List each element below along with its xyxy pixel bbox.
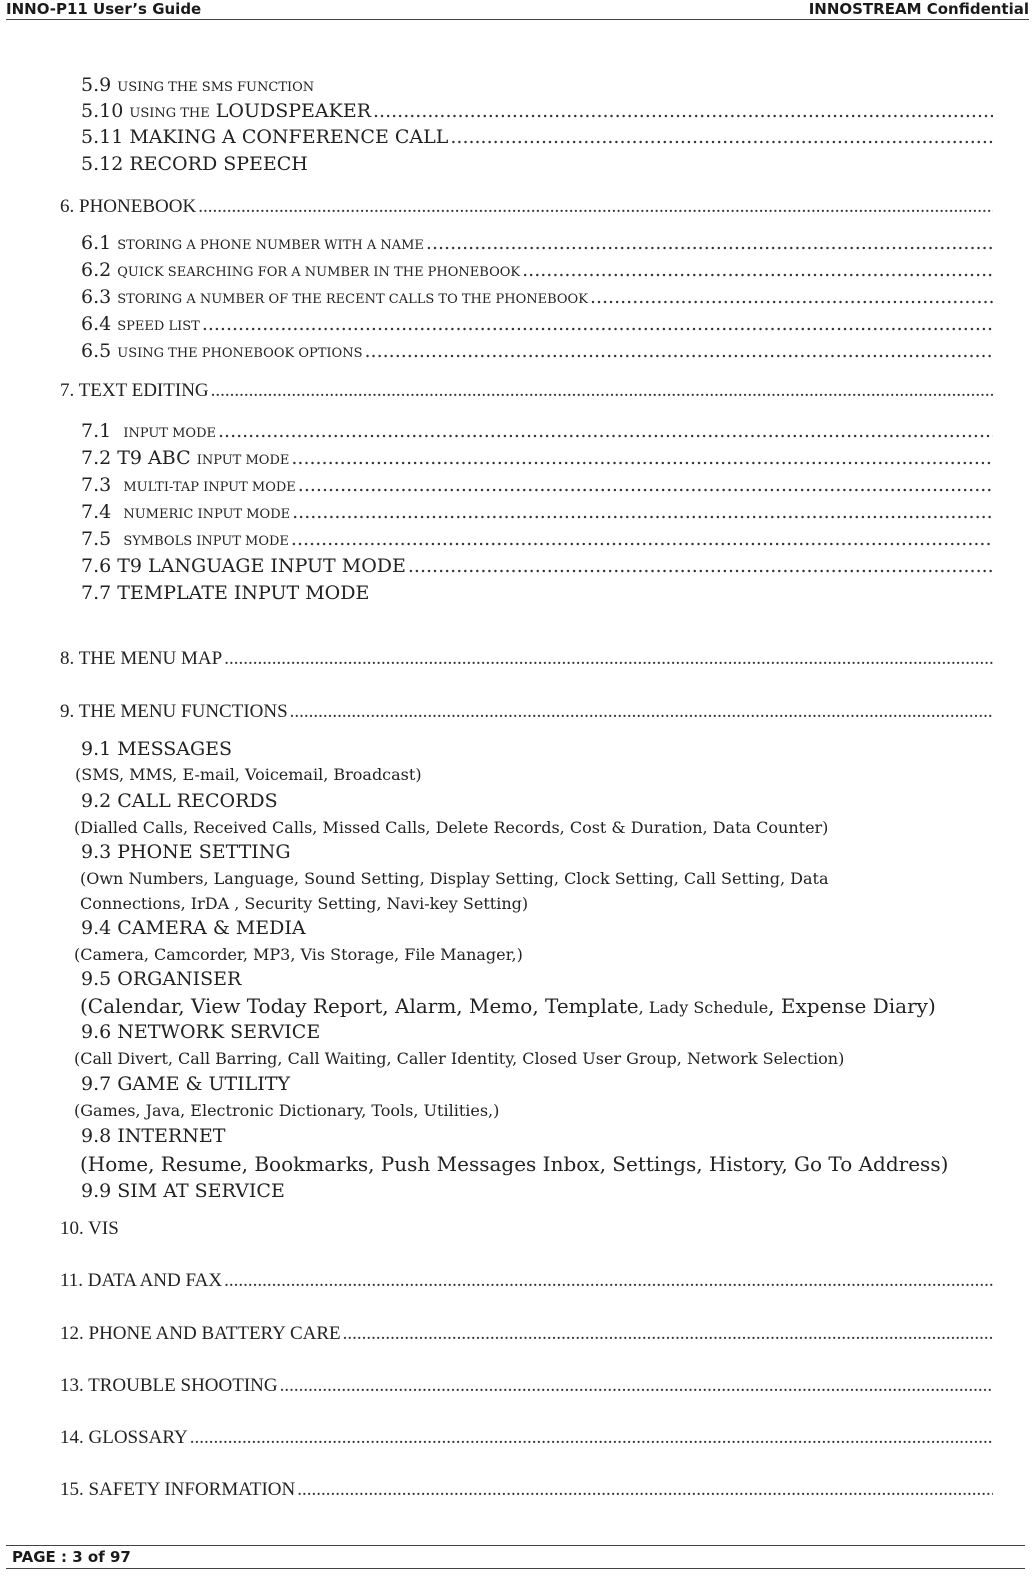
toc-desc-9-2: (Dialled Calls, Received Calls, Missed Calls, Delete Records, Cost & Duration, Data Counter) xyxy=(74,818,829,837)
toc-section-11[interactable]: 11. DATA AND FAX ..... xyxy=(60,1270,993,1292)
toc-entry-9-2[interactable]: 9.2 CALL RECORDS xyxy=(81,790,278,812)
toc-section-13[interactable]: 13. TROUBLE SHOOTING ..... xyxy=(60,1375,993,1397)
toc-entry-6-5[interactable]: 6.5 USING THE PHONEBOOK OPTIONS ..... xyxy=(81,340,993,362)
toc-entry-9-9[interactable]: 9.9 SIM AT SERVICE xyxy=(81,1180,285,1202)
toc-entry-6-3[interactable]: 6.3 STORING A NUMBER OF THE RECENT CALLS TO THE PHONEBOOK ..... xyxy=(81,286,993,308)
toc-section-6[interactable]: 6. PHONEBOOK ..... xyxy=(60,196,993,218)
toc-entry-7-6[interactable]: 7.6 T9 LANGUAGE INPUT MODE ..... xyxy=(81,555,993,577)
toc-entry-6-1[interactable]: 6.1 STORING A PHONE NUMBER WITH A NAME ..... xyxy=(81,232,993,254)
toc-section-14[interactable]: 14. GLOSSARY ..... xyxy=(60,1427,993,1449)
toc-entry-9-7[interactable]: 9.7 GAME & UTILITY xyxy=(81,1073,290,1095)
toc-desc-9-3b: Connections, IrDA , Security Setting, Navi-key Setting) xyxy=(80,894,529,913)
toc-entry-6-4[interactable]: 6.4 SPEED LIST ..... xyxy=(81,313,993,335)
toc-entry-9-6[interactable]: 9.6 NETWORK SERVICE xyxy=(81,1021,321,1043)
toc-desc-9-7: (Games, Java, Electronic Dictionary, Tools, Utilities,) xyxy=(74,1101,500,1120)
toc-section-7[interactable]: 7. TEXT EDITING ..... xyxy=(60,380,993,402)
toc-desc-9-3a: (Own Numbers, Language, Sound Setting, Display Setting, Clock Setting, Call Setting, Data xyxy=(80,869,829,888)
toc-desc-9-4: (Camera, Camcorder, MP3, Vis Storage, File Manager,) xyxy=(74,945,523,964)
toc-entry-9-1[interactable]: 9.1 MESSAGES xyxy=(81,738,233,760)
toc-entry-5-9[interactable]: 5.9 USING THE SMS FUNCTION xyxy=(81,74,315,96)
toc-section-12[interactable]: 12. PHONE AND BATTERY CARE ..... xyxy=(60,1323,993,1345)
toc-entry-7-1[interactable]: 7.1 INPUT MODE ..... xyxy=(81,420,993,442)
toc-section-15[interactable]: 15. SAFETY INFORMATION ..... xyxy=(60,1479,993,1501)
page-footer xyxy=(6,1545,1025,1569)
header-confidential: INNOSTREAM Confidential xyxy=(808,0,1029,18)
toc-entry-5-12[interactable]: 5.12 RECORD SPEECH xyxy=(81,153,308,175)
toc-entry-7-7[interactable]: 7.7 TEMPLATE INPUT MODE xyxy=(81,582,370,604)
toc-entry-7-2[interactable]: 7.2 T9 ABC INPUT MODE ..... xyxy=(81,447,993,469)
toc-section-9[interactable]: 9. THE MENU FUNCTIONS ..... xyxy=(60,701,993,723)
toc-entry-5-10[interactable]: 5.10 USING THE LOUDSPEAKER ..... xyxy=(81,100,993,122)
toc-section-8[interactable]: 8. THE MENU MAP ..... xyxy=(60,648,993,670)
toc-entry-7-3[interactable]: 7.3 MULTI-TAP INPUT MODE ..... xyxy=(81,474,993,496)
page-header xyxy=(6,0,1029,20)
toc-entry-9-3[interactable]: 9.3 PHONE SETTING xyxy=(81,841,291,863)
toc-entry-9-8[interactable]: 9.8 INTERNET xyxy=(81,1125,226,1147)
toc-entry-9-5[interactable]: 9.5 ORGANISER xyxy=(81,968,242,990)
toc-desc-9-5: (Calendar, View Today Report, Alarm, Memo, Template, Lady Schedule, Expense Diary) xyxy=(80,994,936,1018)
toc-desc-9-8: (Home, Resume, Bookmarks, Push Messages Inbox, Settings, History, Go To Address) xyxy=(80,1152,949,1176)
toc-entry-5-11[interactable]: 5.11 MAKING A CONFERENCE CALL ..... xyxy=(81,126,993,148)
toc-entry-9-4[interactable]: 9.4 CAMERA & MEDIA xyxy=(81,917,306,939)
toc-desc-9-6: (Call Divert, Call Barring, Call Waiting, Caller Identity, Closed User Group, Network Selection) xyxy=(74,1049,845,1068)
toc-entry-6-2[interactable]: 6.2 QUICK SEARCHING FOR A NUMBER IN THE PHONEBOOK ..... xyxy=(81,259,993,281)
toc-section-10[interactable]: 10. VIS xyxy=(60,1218,119,1239)
toc-entry-7-4[interactable]: 7.4 NUMERIC INPUT MODE ..... xyxy=(81,501,993,523)
header-doc-title: INNO-P11 User’s Guide xyxy=(6,0,202,18)
toc-desc-9-1: (SMS, MMS, E-mail, Voicemail, Broadcast) xyxy=(75,765,422,784)
page-number: PAGE : 3 of 97 xyxy=(12,1548,131,1566)
toc-entry-7-5[interactable]: 7.5 SYMBOLS INPUT MODE ..... xyxy=(81,528,993,550)
